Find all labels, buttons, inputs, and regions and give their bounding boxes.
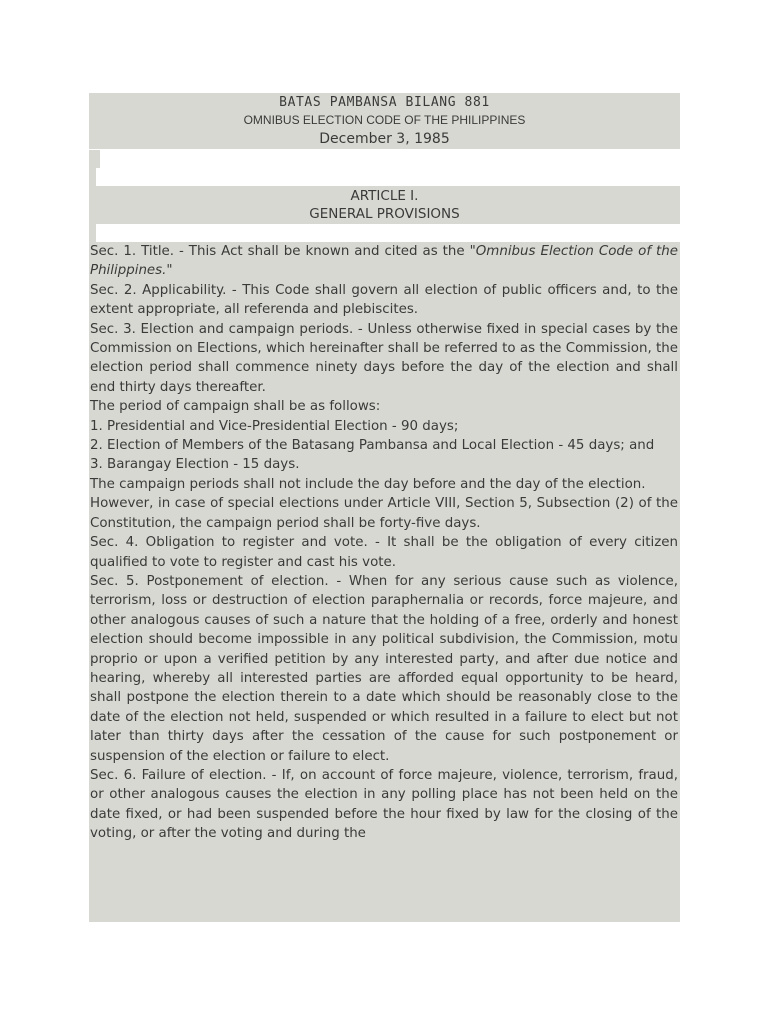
article-title: GENERAL PROVISIONS: [309, 206, 460, 222]
paragraph-quoted-title: "Omnibus Election Code of the Philippines.": [90, 244, 678, 279]
paragraph-text: 1. Presidential and Vice-Presidential Election - 90 days;: [90, 418, 459, 434]
body-paragraph: [90, 242, 678, 281]
body-paragraph: [90, 475, 678, 494]
body-paragraph: [90, 417, 678, 436]
document-body: [89, 242, 680, 922]
body-paragraph: [90, 281, 678, 320]
paragraph-text: The campaign periods shall not include the day before and the day of the election.: [90, 476, 646, 492]
body-paragraph: [90, 494, 678, 533]
body-paragraph: [90, 397, 678, 416]
article-heading: [89, 186, 680, 224]
paragraph-text: 3. Barangay Election - 15 days.: [90, 457, 300, 473]
paragraph-text: Sec. 1. Title. - This Act shall be known and cited as the: [90, 244, 470, 259]
body-paragraph: [90, 320, 678, 398]
act-date: December 3, 1985: [319, 131, 450, 147]
document-page: [89, 93, 680, 922]
act-subtitle: OMNIBUS ELECTION CODE OF THE PHILIPPINES: [243, 113, 526, 127]
paragraph-text: Sec. 3. Election and campaign periods. - Unless otherwise fixed in special cases by the Commission on Elections, which hereinafter shall be referred to as the Commission, the election period shall commence ninety days before the day of the election and shall end thirty days thereafter.: [90, 321, 678, 395]
paragraph-text: Sec. 5. Postponement of election. - When for any serious cause such as violence, terrorism, loss or destruction of election paraphernalia or records, force majeure, and other analogous causes of such a nature that the holding of a free, orderly and honest election should become impossible in any political subdivision, the Commission, motu proprio or upon a verified petition by any interested party, and after due notice and hearing, whereby all interested parties are afforded equal opportunity to be heard, shall postpone the election therein to a date which should be reasonably close to the date of the election not held, suspended or which resulted in a failure to elect but not later than thirty days after the cessation of the cause for such postponement or suspension of the election or failure to elect.: [90, 573, 678, 764]
section-divider: [89, 150, 100, 168]
body-paragraph: [90, 766, 678, 844]
paragraph-text: However, in case of special elections under Article VIII, Section 5, Subsection (2) of the Constitution, the campaign period shall be forty-five days.: [90, 496, 678, 531]
article-number: ARTICLE I.: [350, 188, 419, 204]
body-paragraph: [90, 533, 678, 572]
body-paragraph: [90, 572, 678, 766]
paragraph-text: Sec. 2. Applicability. - This Code shall govern all election of public officers and, to the extent appropriate, all referenda and plebiscites.: [90, 282, 678, 318]
document-header: [89, 93, 680, 149]
body-paragraph: [90, 436, 678, 455]
paragraph-text: Sec. 4. Obligation to register and vote. - It shall be the obligation of every citizen qualified to vote to register and cast his vote.: [90, 535, 678, 570]
section-divider: [89, 168, 96, 186]
paragraph-text: The period of campaign shall be as follows:: [90, 399, 381, 415]
paragraph-text: Sec. 6. Failure of election. - If, on account of force majeure, violence, terrorism, fraud, or other analogous causes the election in any polling place has not been held on the date fixed, or had been suspended before the hour fixed by law for the closing of the voting, or after the voting and during the: [90, 767, 678, 842]
paragraph-text: 2. Election of Members of the Batasang Pambansa and Local Election - 45 days; and: [90, 438, 655, 454]
section-divider: [89, 224, 96, 242]
body-paragraph: [90, 455, 678, 474]
act-title: BATAS PAMBANSA BILANG 881: [279, 95, 490, 110]
